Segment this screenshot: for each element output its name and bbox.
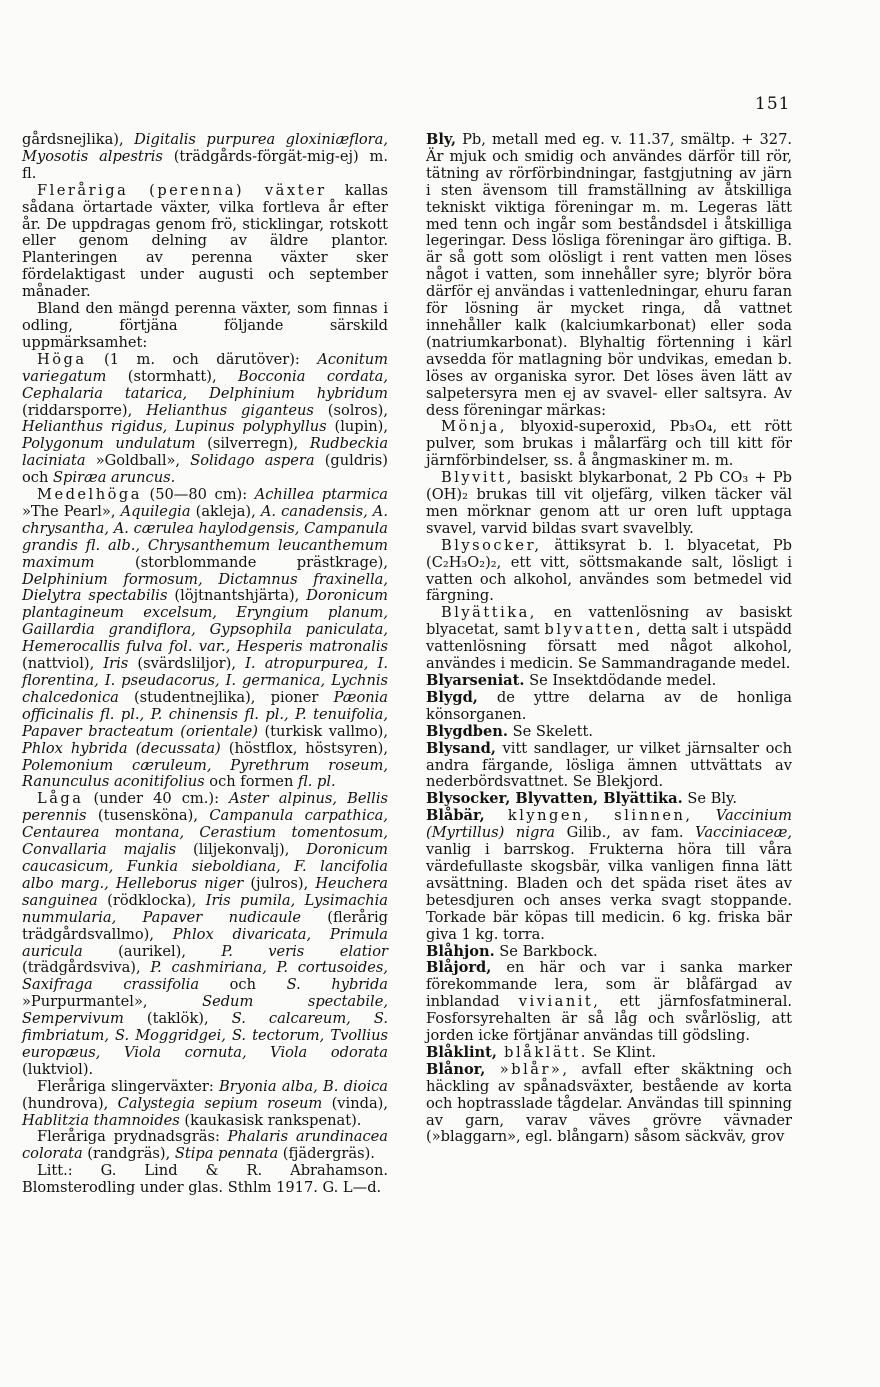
text: vanlig i barrskog. Frukterna höra till våra värdefullaste skogsbär, vilka vanligen finna lätt avsättning. Bladen och det späda riset ätes av betesdjuren och anses verka svagt stoppande. Torkade bär köpas till medicin. 6 kg. friska bär giva 1 kg. torra. [426, 841, 792, 943]
paragraph-literature [22, 1163, 388, 1197]
latin-names: Doronicum plantagineum excelsum, Eryngium planum, Gaillardia grandiflora, Gypsophila paniculata, Hemerocallis fulva fol. var., Hesperis matronalis [22, 587, 389, 656]
text: (stormhatt), [106, 367, 238, 385]
spaced-heading: Höga [37, 350, 87, 368]
text: (silverregn), [195, 435, 310, 453]
latin-names: Polygonum undulatum [22, 435, 196, 453]
text: (hundrova), [22, 1094, 118, 1112]
spaced-heading: Blyättika, [441, 604, 537, 622]
headword: Blåhjon. [426, 942, 495, 960]
text: »Purpurmantel», [22, 993, 203, 1011]
headword: Blyarseniat. [426, 672, 525, 689]
text: vitt sandlager, ur vilket järnsalter och andra färgande, lösliga ämnen uttvättats av nederbördsvattnet. Se Blekjord. [426, 739, 792, 791]
text: (tusensköna), [86, 807, 210, 825]
text: (taklök), [123, 1010, 232, 1028]
text: Fleråriga prydnadsgräs: [37, 1128, 228, 1146]
latin-names: Vacciniaceæ, [695, 824, 792, 842]
paragraph-perenna [22, 183, 388, 301]
text: (höstflox, höstsyren), [220, 739, 388, 757]
entry-blabar [426, 808, 792, 943]
text: och formen [204, 773, 298, 791]
latin-names: Achillea ptarmica [254, 486, 388, 504]
text: (trädgårdsviva), [22, 959, 151, 977]
entry-blaklint [426, 1045, 792, 1062]
spaced-term: blyvatten, [544, 621, 644, 639]
entry-blajord [426, 960, 792, 1045]
entry-bly [426, 132, 792, 419]
latin-names: Aconitum variegatum [22, 350, 388, 385]
headword: Blånor, [426, 1060, 486, 1078]
text: de yttre delarna av de honliga könsorganen. [426, 688, 792, 723]
text: en vattenlösning av basiskt blyacetat, samt [426, 604, 792, 639]
entry-blygd [426, 690, 792, 724]
text: (lupin), [326, 418, 389, 436]
spaced-term: blåklätt. [496, 1043, 588, 1061]
entry-blysand [426, 741, 792, 792]
latin-names: Bryonia alba, B. dioica [219, 1077, 388, 1095]
latin-names: Polemonium cæruleum, Pyrethrum roseum, Ranunculus aconitifolius [22, 756, 388, 791]
entry-blahjon [426, 944, 792, 961]
paragraph-prydnadsgras [22, 1129, 388, 1163]
paragraph-hoga [22, 352, 388, 487]
text: (löjtnantshjärta), [167, 587, 307, 605]
headword: Blåbär, [426, 807, 485, 825]
latin-names: Sedum spectabile, Sempervivum [22, 993, 389, 1028]
text: Se Bly. [682, 790, 737, 808]
text: (fjädergräs). [278, 1145, 375, 1163]
subentry-blyvitt [426, 470, 792, 538]
subentry-blyattika [426, 605, 792, 673]
text: (kaukasisk rankspenat). [179, 1111, 362, 1129]
latin-names: S. hybrida [286, 976, 388, 994]
spaced-term: »blår», [485, 1060, 570, 1078]
left-column [22, 132, 388, 1197]
text: kallas sådana örtartade växter, vilka fortleva år efter år. De uppdragas genom frö, sticklingar, rotskott eller genom delning av äldre plantor. Planteringen av perenna växter sker fördelaktigast under augusti och september månader. [22, 181, 388, 301]
text: »Goldball», [85, 452, 191, 470]
text: Se Klint. [587, 1043, 656, 1061]
right-column [426, 132, 792, 1146]
text: (julros), [243, 874, 316, 892]
paragraph-continuation [22, 132, 388, 183]
spaced-heading: Fleråriga (perenna) växter [37, 181, 327, 199]
text: (svärdsliljor), [128, 655, 246, 673]
entry-blanor [426, 1062, 792, 1147]
headword: Blåklint, [426, 1043, 497, 1061]
latin-names: Delphinium formosum, Dictamnus fraxinella, Dielytra spectabilis [22, 570, 388, 605]
text: (liljekonvalj), [176, 841, 307, 859]
text: (trädgårds-förgät-mig-ej) m. fl. [22, 147, 389, 182]
subentry-blysocker [426, 538, 792, 606]
text: (flerårig trädgårdsvallmo), [22, 908, 388, 943]
latin-names: fl. pl. [298, 773, 336, 791]
latin-names: S. calcareum, S. fimbriatum, S. Moggridgei, S. tectorum, Tvollius europæus, Viola cornuta, Viola odorata [22, 1010, 389, 1061]
latin-names: Campanula carpathica, Centaurea montana, Cerastium tomentosum, Convallaria majalis [22, 807, 388, 859]
text: (luktviol). [22, 1060, 94, 1078]
text: ett järnfosfatmineral. Fosforsyrehalten är så låg och svårlöslig, att jorden icke förtjänar användas till gödsling. [426, 993, 792, 1045]
entry-blygdben [426, 724, 792, 741]
text: (randgräs), [82, 1145, 175, 1163]
paragraph-slingervaxter [22, 1079, 388, 1130]
latin-names: Digitalis purpurea gloxiniæflora, Myosotis alpestris [22, 131, 388, 165]
text: Litt.: G. Lind & R. Abrahamson. Blomsterodling under glas. Sthlm 1917. G. L—d. [22, 1162, 388, 1197]
text: (studentnejlika), pioner [118, 688, 334, 706]
text: (rödklocka), [97, 891, 206, 909]
latin-names: Spiræa aruncus. [53, 469, 176, 487]
latin-names: I. atropurpurea, I. florentina, I. pseudacorus, I. germanica, Lychnis chalcedonica [22, 655, 388, 706]
headword: Blygdben. [426, 722, 508, 740]
text: Se Skelett. [507, 722, 594, 740]
headword: Bly, [426, 131, 457, 148]
text: (nattviol), [22, 655, 104, 673]
latin-names: Heuchera sanguinea [22, 874, 388, 909]
spaced-heading: Låga [37, 790, 84, 808]
latin-names: Bocconia cordata, Cephalaria tatarica, Delphinium hybridum [22, 367, 388, 402]
text: (akleja), [190, 502, 261, 520]
text: gårdsnejlika), [22, 131, 135, 148]
text: (1 m. och därutöver): [86, 350, 318, 368]
text: »The Pearl», [22, 502, 121, 520]
latin-names: Vaccinium (Myrtillus) nigra [426, 807, 792, 842]
text: avfall efter skäktning och häckling av spånadsväxter, bestående av korta och hoptrasslade tågdelar. Användas till spinning av garn, varav väves grövre vävnader (»blaggarn», egl. blångarn) såsom säckväv, grov [426, 1060, 792, 1146]
latin-names: Helianthus giganteus [146, 401, 314, 419]
paragraph-laga [22, 791, 388, 1078]
entry-blysocker-blyvatten [426, 791, 792, 808]
latin-names: Phalaris arundinacea colorata [22, 1128, 388, 1163]
text: Fleråriga slingerväxter: [37, 1077, 220, 1095]
text: Bland den mängd perenna växter, som finnas i odling, förtjäna följande särskild uppmärksamhet: [22, 300, 388, 351]
latin-names: A. canadensis, A. chrysantha, A. cærulea haylodgensis, Campanula grandis fl. alb., Chrysanthemum leucanthemum maximum [22, 502, 388, 571]
latin-names: Phlox divaricata, Primula auricula [22, 925, 388, 960]
headword: Blysocker, Blyvatten, Blyättika. [426, 790, 683, 808]
latin-names: Calystegia sepium roseum [117, 1094, 323, 1112]
text: Se Barkbock. [494, 942, 598, 960]
spaced-heading: Medelhöga [37, 486, 142, 504]
latin-names: P. veris elatior [221, 942, 388, 960]
text: detta salt i utspädd vattenlösning försatt med något alkohol, användes i medicin. Se Sammandragande medel. [426, 621, 792, 673]
latin-names: Aquilegia [120, 502, 191, 520]
latin-names: Iris pumila, Lysimachia nummularia, Papaver nudicaule [22, 891, 388, 926]
page-number: 151 [755, 94, 791, 114]
headword: Blygd, [426, 688, 478, 706]
text: blyoxid-superoxid, Pb₃O₄, ett rött pulver, som brukas i målarfärg och till kitt för järnförbindelser, ss. å ångmaskiner m. m. [426, 418, 792, 470]
latin-names: Solidago aspera [190, 452, 315, 470]
latin-names: P. cashmiriana, P. cortusoides, Saxifraga crassifolia [22, 959, 388, 994]
latin-names: Rudbeckia laciniata [22, 435, 389, 470]
spaced-term: vivianit, [518, 993, 601, 1011]
latin-names: Doronicum caucasicum, Funkia sieboldiana, F. lancifolia albo marg., Helleborus niger [22, 841, 389, 892]
latin-names: Phlox hybrida (decussata) [22, 739, 221, 757]
latin-names: Helianthus rigidus, Lupinus polyphyllus [22, 418, 327, 436]
text: (turkisk vallmo), [257, 722, 388, 740]
text: Pb, metall med eg. v. 11.37, smältp. + 327. Är mjuk och smidig och användes därför till rör, tätning av rörförbindningar, fastgjutning av järn i sten ävensom till framställning av åtskilliga tekniskt viktiga föreningar m. m. Legeras lätt med tenn och ingår som beståndsdel i åtskilliga legeringar. Dess lösliga föreningar äro giftiga. B. är så gott som olösligt i rent vatten men löses något i vatten, som innehåller syre; blyrör böra därför ej användas i vattenledningar, ehuru faran för lösning är mycket ringa, då vattnet innehåller kalk (kalciumkarbonat) eller soda (natriumkarbonat). Blyhaltig förtenning i kärl avsedda för matlagning bör undvikas, emedan b. löses av organiska syror. Det löses även lätt av salpetersyra men ej av svavel- eller saltsyra. Av dess föreningar märkas: [426, 131, 792, 419]
latin-names: Hablitzia thamnoides [22, 1111, 180, 1129]
latin-names: Aster alpinus, Bellis perennis [22, 790, 388, 825]
text: (aurikel), [82, 942, 222, 960]
latin-names: Stipa pennata [174, 1145, 279, 1163]
text: (storblommande prästkrage), [94, 553, 388, 571]
text: (vinda), [322, 1094, 388, 1112]
subentry-monja [426, 419, 792, 470]
text: ättiksyrat b. l. blyacetat, Pb (C₂H₃O₂)₂, ett vitt, söttsmakande salt, lösligt i vatten och alkohol, användes som betmedel vid färgning. [426, 536, 792, 605]
text: (guldris) och [22, 452, 388, 487]
text: (50—80 cm): [141, 486, 255, 504]
paragraph-intro [22, 301, 388, 352]
latin-names: Pæonia officinalis fl. pl., P. chinensis fl. pl., P. tenuifolia, Papaver bracteatum (orientale) [22, 688, 388, 740]
spaced-heading: Blyvitt, [441, 469, 514, 487]
text: Se Insektdödande medel. [524, 672, 717, 689]
text: Gilib., av fam. [554, 824, 696, 842]
text: (solros), [313, 401, 388, 419]
entry-blyarseniat [426, 673, 792, 690]
paragraph-medelhoga [22, 487, 388, 791]
spaced-heading: Mönja, [441, 418, 507, 436]
text: och [199, 976, 287, 994]
latin-names: Iris [103, 655, 129, 673]
spaced-term: klyngen, slinnen, [484, 807, 716, 825]
text: basiskt blykarbonat, 2 Pb CO₃ + Pb (OH)₂ brukas till vit oljefärg, vilken täcker väl men mörknar genom att ur oren luft upptaga svavel, varvid bildas svart svavelbly. [426, 469, 792, 537]
spaced-heading: Blysocker, [441, 536, 542, 554]
headword: Blåjord, [426, 959, 492, 977]
text: en här och var i sanka marker förekommande lera, som är blåfärgad av inblandad [426, 959, 792, 1011]
text: (riddarsporre), [22, 401, 147, 419]
headword: Blysand, [426, 739, 496, 757]
text: (under 40 cm.): [83, 790, 230, 808]
